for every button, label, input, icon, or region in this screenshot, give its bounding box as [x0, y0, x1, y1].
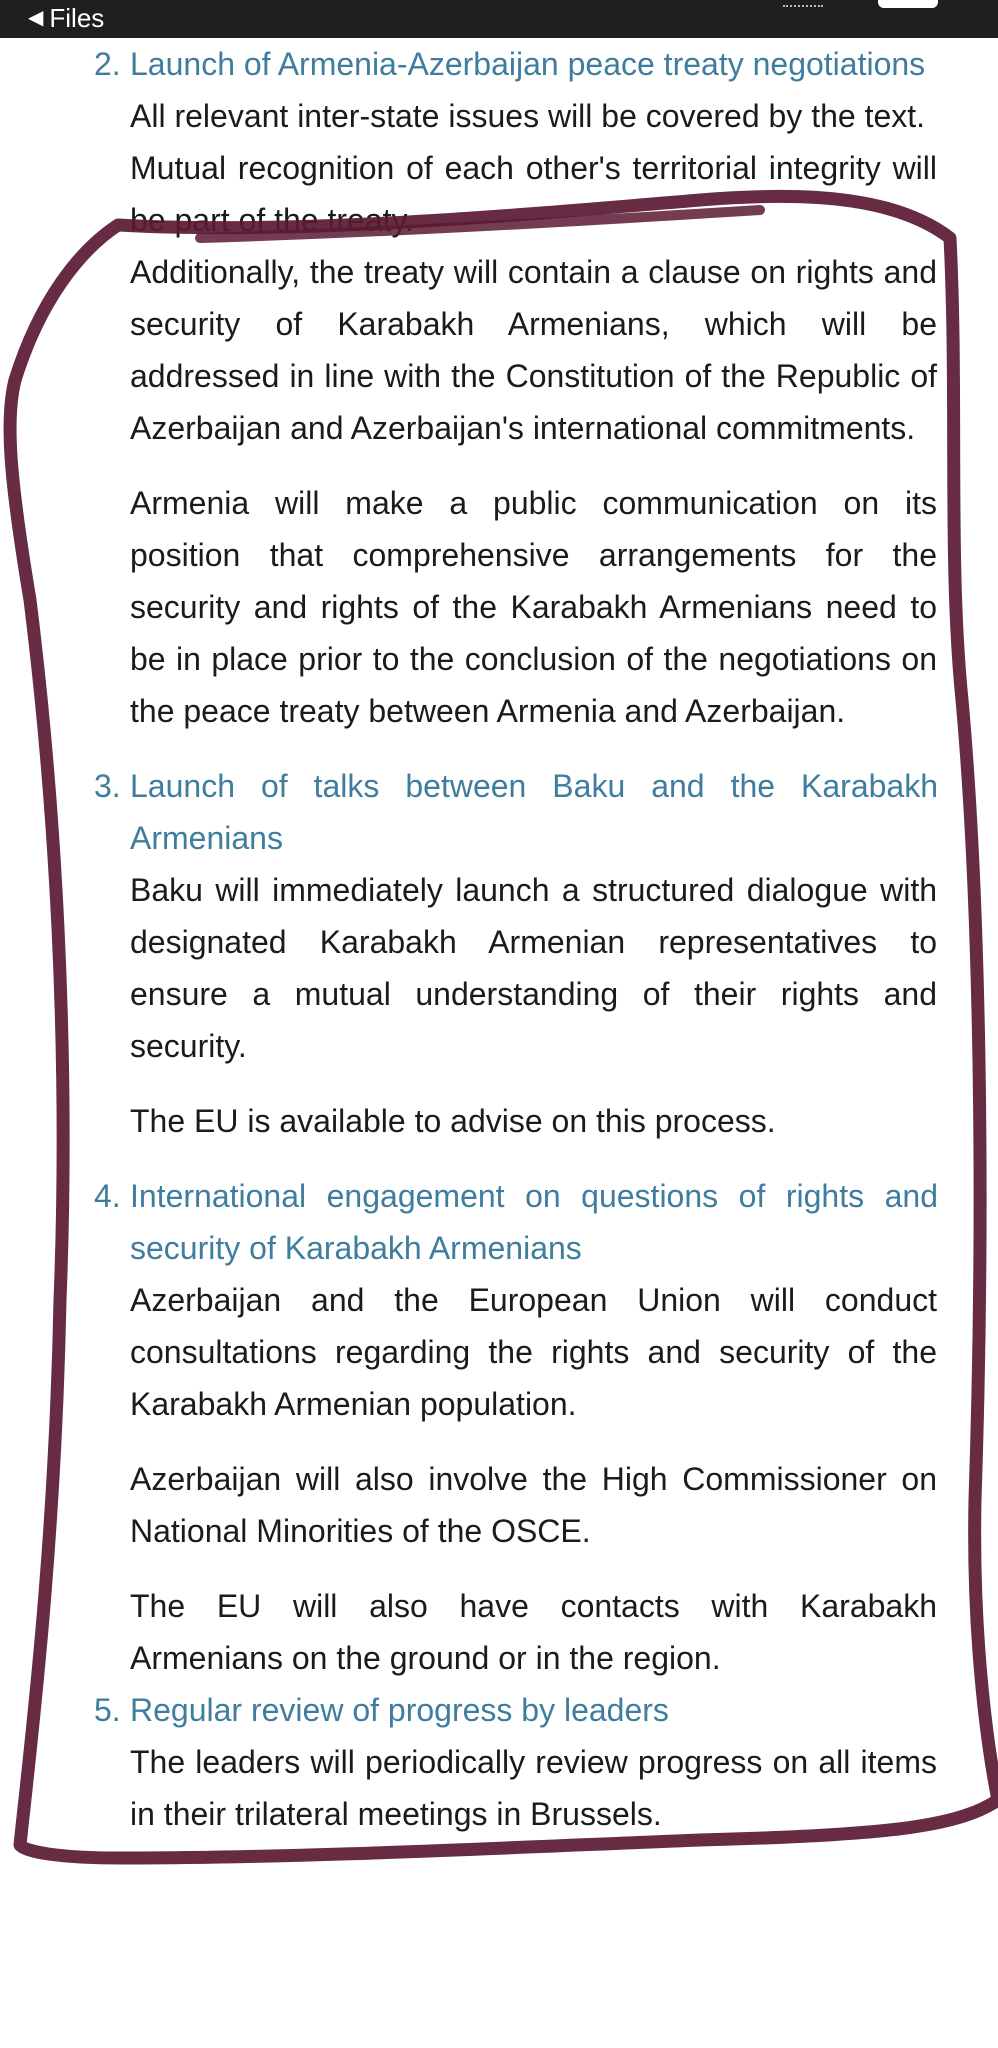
- section-2: [0, 38, 998, 760]
- paragraph: The EU is available to advise on this process.: [130, 1103, 776, 1139]
- signal-icon: [783, 0, 823, 7]
- document-body: [0, 38, 998, 1840]
- paragraph: Armenia will make a public communication on its position that comprehensive arrangements for the security and rights of the Karabakh Armenians need to be in place prior to the conclusion of the negotiations on the peace treaty between Armenia and Azerbaijan.: [130, 485, 937, 729]
- paragraph: Additionally, the treaty will contain a clause on rights and security of Karabakh Armenians, which will be addressed in line with the Constitution of the Republic of Azerbaijan and Azerbaijan's international commitments.: [130, 254, 937, 446]
- paragraph: Azerbaijan and the European Union will conduct consultations regarding the rights and security of the Karabakh Armenian population.: [130, 1282, 937, 1422]
- triangle-left-icon: ◀: [28, 7, 44, 29]
- paragraph: Azerbaijan will also involve the High Commissioner on National Minorities of the OSCE.: [130, 1461, 937, 1549]
- section-number: 4.: [94, 1178, 121, 1214]
- back-label: Files: [49, 2, 105, 33]
- paragraph: The leaders will periodically review progress on all items in their trilateral meetings in Brussels.: [130, 1744, 937, 1832]
- section-number: 3.: [94, 768, 121, 804]
- status-bar: [0, 0, 998, 38]
- paragraph: Baku will immediately launch a structured dialogue with designated Karabakh Armenian representatives to ensure a mutual understanding of their rights and security.: [130, 872, 937, 1064]
- section-heading: [0, 760, 998, 864]
- section-3: [0, 760, 998, 1170]
- paragraph: Mutual recognition of each other's territorial integrity will be part of the treaty.: [130, 150, 937, 238]
- section-title: Regular review of progress by leaders: [130, 1692, 669, 1728]
- section-heading: [0, 1684, 998, 1736]
- battery-icon: [878, 0, 938, 8]
- section-4: [0, 1170, 998, 1684]
- paragraph: All relevant inter-state issues will be covered by the text.: [130, 98, 926, 134]
- section-heading: [0, 38, 998, 90]
- section-number: 5.: [94, 1692, 121, 1728]
- section-number: 2.: [94, 46, 121, 82]
- section-heading: [0, 1170, 998, 1274]
- paragraph: The EU will also have contacts with Karabakh Armenians on the ground or in the region.: [130, 1588, 937, 1676]
- section-title: International engagement on questions of rights and security of Karabakh Armenians: [130, 1178, 938, 1266]
- section-title: Launch of talks between Baku and the Karabakh Armenians: [130, 768, 938, 856]
- back-to-files-button[interactable]: [28, 2, 104, 34]
- section-5: [0, 1684, 998, 1840]
- section-title: Launch of Armenia-Azerbaijan peace treaty negotiations: [130, 46, 926, 82]
